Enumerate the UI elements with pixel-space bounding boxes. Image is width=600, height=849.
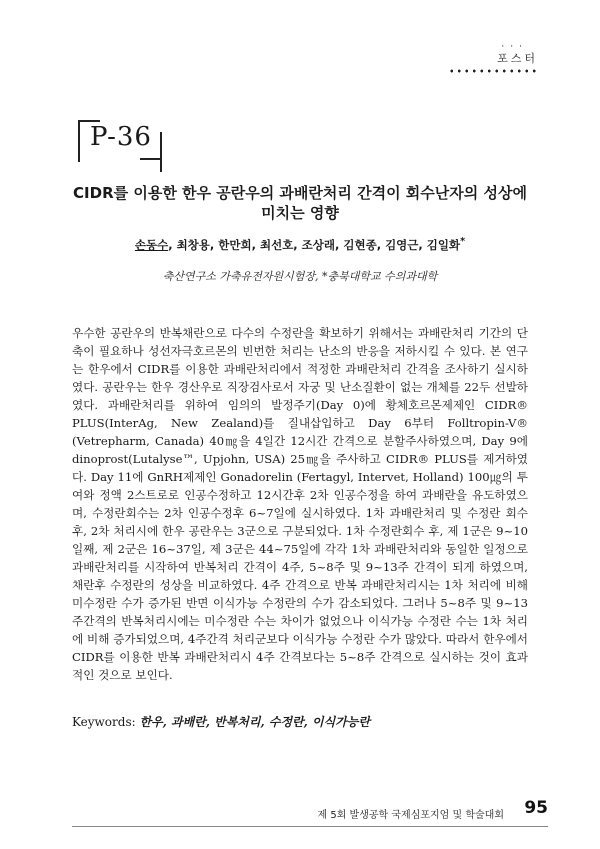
poster-id: P-36: [90, 122, 152, 152]
keywords: [72, 713, 528, 730]
header-dots: ···: [501, 42, 528, 52]
conference-name: 제 5회 발생공학 국제심포지엄 및 학술대회: [317, 810, 504, 821]
title-line-2: 미치는 영향: [261, 204, 339, 222]
header-dotted-rule: [448, 69, 538, 73]
keywords-label: Keywords:: [72, 715, 140, 729]
keywords-terms: 한우, 과배란, 반복처리, 수정란, 이식가능란: [139, 715, 370, 729]
first-author: 손동수: [134, 237, 169, 252]
page-number: 95: [524, 798, 548, 818]
bracket-right: [160, 132, 162, 172]
author-list: [60, 236, 540, 253]
section-tag: 포스터: [497, 52, 538, 65]
author-mark: *: [460, 236, 466, 247]
abstract-text: 우수한 공란우의 반복채란으로 다수의 수정란을 확보하기 위해서는 과배란처리 기간의 단축이 필요하나 성선자극호르몬의 빈번한 처리는 난소의 반응을 저하시킬 수 있다. 본 연구는 한우에서 CIDR를 이용한 과배란처리에서 적정한 과배란처리 간격을 조사하기 실시하였다. 공란우는 한우 경산우로 직장검사로서 자궁 및 난소질환이 없는 개체를 22두 선발하였다. 과배란처리를 위하여 임의의 발정주기(Day 0)에 황체호르몬제제인 CIDR® PLUS(InterAg, New Zealand)를 질내삽입하고 Day 6부터 Folltropin-V® (Vetrepharm, Canada) 40㎎을 4일간 12시간 간격으로 분할주사하였으며, Day 9에 dinoprost(Lutalyse™, Upjohn, USA) 25㎎을 주사하고 CIDR® PLUS를 제거하였다. Day 11에 GnRH제제인 Gonadorelin (Fertagyl, Intervet, Holland) 100㎍의 투여와 정액 2스트로로 인공수정하고 12시간후 2차 인공수정을 하여 과배란을 유도하였으며, 수정란회수는 2차 인공수정후 6~7일에 실시하였다. 1차 과배란처리 및 수정란 회수 후, 2차 처리시에 한우 공란우는 3군으로 구분되었다. 1차 수정란회수 후, 제 1군은 9~10일째, 제 2군은 16~37일, 제 3군은 44~75일에 각각 1차 과배란처리와 동일한 일정으로 과배란처리를 시작하여 반복처리 간격이 4주, 5~8주 및 9~13주 간격이 되게 하였으며, 채란후 수정란의 성상을 비교하였다. 4주 간격으로 반복 과배란처리시는 1차 처리에 비해 미수정란 수가 증가된 반면 이식가능 수정란의 수가 감소되었다. 그러나 5~8주 및 9~13주간격의 반복처리시에는 미수정란 수는 차이가 없었으나 이식가능 수정란 수는 1차 처리에 비해 증가되었으며, 4주간격 처리군보다 이식가능 수정란 수가 많았다. 따라서 한우에서 CIDR를 이용한 반복 과배란처리시 4주 간격보다는 5~8주 간격으로 실시하는 것이 효과적인 것으로 보인다.: [72, 326, 528, 682]
other-authors: , 최창용, 한만희, 최선호, 조상래, 김현종, 김영근, 김일화: [168, 237, 461, 252]
bracket-left: [78, 120, 80, 162]
bracket-bottom: [140, 158, 162, 160]
abstract: [72, 324, 528, 684]
affiliation: 축산연구소 가축유전자원시험장, *충북대학교 수의과대학: [162, 270, 438, 283]
footer-rule: [72, 826, 548, 827]
paper-title: [60, 183, 540, 223]
poster-id-box: [78, 112, 188, 172]
title-line-1: CIDR를 이용한 한우 공란우의 과배란처리 간격이 회수난자의 성상에: [73, 184, 527, 202]
